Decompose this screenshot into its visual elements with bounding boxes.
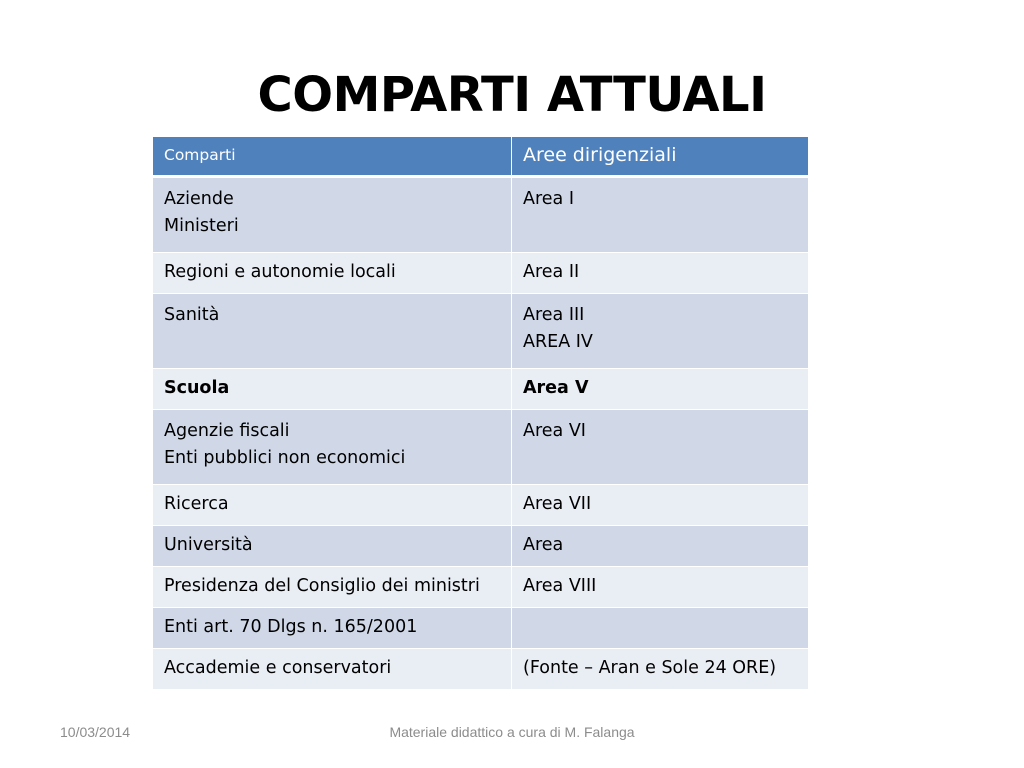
table-row (153, 253, 809, 294)
cell-line: Scuola (164, 378, 230, 398)
cell-line: Area VII (523, 494, 592, 514)
column-header-comparti: Comparti (153, 137, 512, 177)
footer-credit: Materiale didattico a cura di M. Falanga (389, 724, 635, 740)
cell-line: Presidenza del Consiglio dei ministri (164, 576, 480, 596)
cell-area (512, 567, 809, 608)
table-row (153, 567, 809, 608)
cell-line: Area V (523, 378, 589, 398)
cell-line: Ricerca (164, 494, 229, 514)
cell-line: AREA IV (523, 332, 593, 352)
table-row (153, 177, 809, 253)
cell-line: Area VI (523, 421, 586, 441)
cell-comparto (153, 485, 512, 526)
footer-date: 10/03/2014 (60, 724, 131, 740)
cell-line: Università (164, 535, 253, 555)
cell-area (512, 294, 809, 369)
cell-line: Ministeri (164, 216, 239, 236)
cell-area (512, 253, 809, 294)
cell-line: Sanità (164, 305, 220, 325)
cell-line: Accademie e conservatori (164, 658, 392, 678)
cell-comparto (153, 567, 512, 608)
cell-line: (Fonte – Aran e Sole 24 ORE) (523, 658, 777, 678)
table-row (153, 369, 809, 410)
column-header-aree-dirigenziali: Aree dirigenziali (512, 137, 809, 177)
cell-comparto (153, 253, 512, 294)
cell-line: Regioni e autonomie locali (164, 262, 396, 282)
table-row (153, 410, 809, 485)
cell-comparto (153, 177, 512, 253)
cell-comparto (153, 608, 512, 649)
cell-line: Enti pubblici non economici (164, 448, 406, 468)
cell-comparto (153, 649, 512, 690)
slide-title: COMPARTI ATTUALI (257, 67, 767, 123)
cell-area (512, 649, 809, 690)
cell-line: Area III (523, 305, 585, 325)
cell-line: Area I (523, 189, 574, 209)
cell-comparto (153, 410, 512, 485)
comparti-table (152, 136, 808, 690)
cell-area (512, 608, 809, 649)
cell-line: Aziende (164, 189, 234, 209)
table-row (153, 608, 809, 649)
table-header-row (153, 137, 809, 177)
cell-comparto (153, 369, 512, 410)
cell-line: Agenzie fiscali (164, 421, 290, 441)
table-row (153, 485, 809, 526)
cell-area (512, 177, 809, 253)
cell-comparto (153, 294, 512, 369)
cell-comparto (153, 526, 512, 567)
table-row (153, 649, 809, 690)
cell-line: Area (523, 535, 564, 555)
table-row (153, 294, 809, 369)
table-body (153, 177, 809, 690)
cell-area (512, 485, 809, 526)
cell-area (512, 369, 809, 410)
cell-line: Area VIII (523, 576, 597, 596)
cell-area (512, 410, 809, 485)
table-row (153, 526, 809, 567)
cell-line: Area II (523, 262, 580, 282)
cell-area (512, 526, 809, 567)
cell-line: Enti art. 70 Dlgs n. 165/2001 (164, 617, 418, 637)
